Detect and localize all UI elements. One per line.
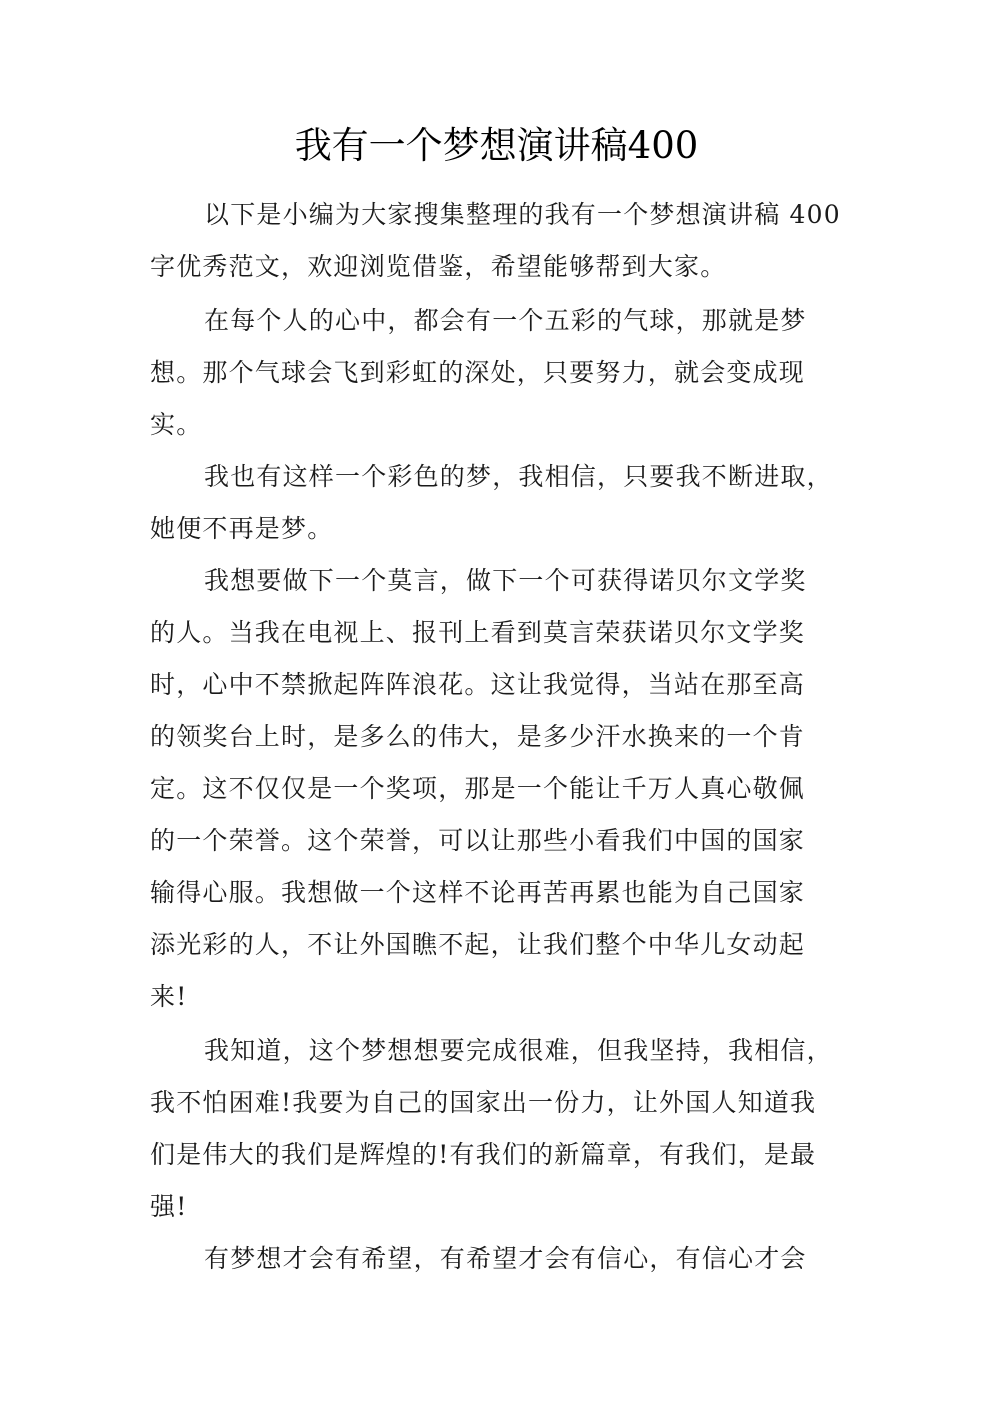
text-line: 强! xyxy=(150,1192,188,1221)
text-line: 定。这不仅仅是一个奖项，那是一个能让千万人真心敬佩 xyxy=(150,774,806,803)
text-line: 以下是小编为大家搜集整理的我有一个梦想演讲稿 400 xyxy=(204,200,841,229)
text-line: 我也有这样一个彩色的梦，我相信，只要我不断进取， xyxy=(204,462,833,491)
text-line: 她便不再是梦。 xyxy=(150,514,334,543)
text-line: 我想要做下一个莫言，做下一个可获得诺贝尔文学奖 xyxy=(204,566,807,595)
text-line: 们是伟大的我们是辉煌的!有我们的新篇章，有我们，是最 xyxy=(150,1140,817,1169)
text-line: 的一个荣誉。这个荣誉，可以让那些小看我们中国的国家 xyxy=(150,826,806,855)
text-line: 时，心中不禁掀起阵阵浪花。这让我觉得，当站在那至高 xyxy=(150,670,806,699)
text-line: 我知道，这个梦想想要完成很难，但我坚持，我相信， xyxy=(204,1036,833,1065)
text-line: 的领奖台上时，是多么的伟大，是多少汗水换来的一个肯 xyxy=(150,722,806,751)
text-line: 输得心服。我想做一个这样不论再苦再累也能为自己国家 xyxy=(150,878,806,907)
text-line: 实。 xyxy=(150,410,203,439)
text-line: 在每个人的心中，都会有一个五彩的气球，那就是梦 xyxy=(204,306,807,335)
text-line: 想。那个气球会飞到彩虹的深处，只要努力，就会变成现 xyxy=(150,358,806,387)
text-line: 我不怕困难!我要为自己的国家出一份力，让外国人知道我 xyxy=(150,1088,817,1117)
text-line: 的人。当我在电视上、报刊上看到莫言荣获诺贝尔文学奖 xyxy=(150,618,806,647)
text-line: 来! xyxy=(150,982,188,1011)
document-title: 我有一个梦想演讲稿400 xyxy=(294,124,699,167)
text-line: 添光彩的人，不让外国瞧不起，让我们整个中华儿女动起 xyxy=(150,930,806,959)
text-line: 字优秀范文，欢迎浏览借鉴，希望能够帮到大家。 xyxy=(150,252,727,281)
text-line: 有梦想才会有希望，有希望才会有信心，有信心才会 xyxy=(204,1244,807,1273)
